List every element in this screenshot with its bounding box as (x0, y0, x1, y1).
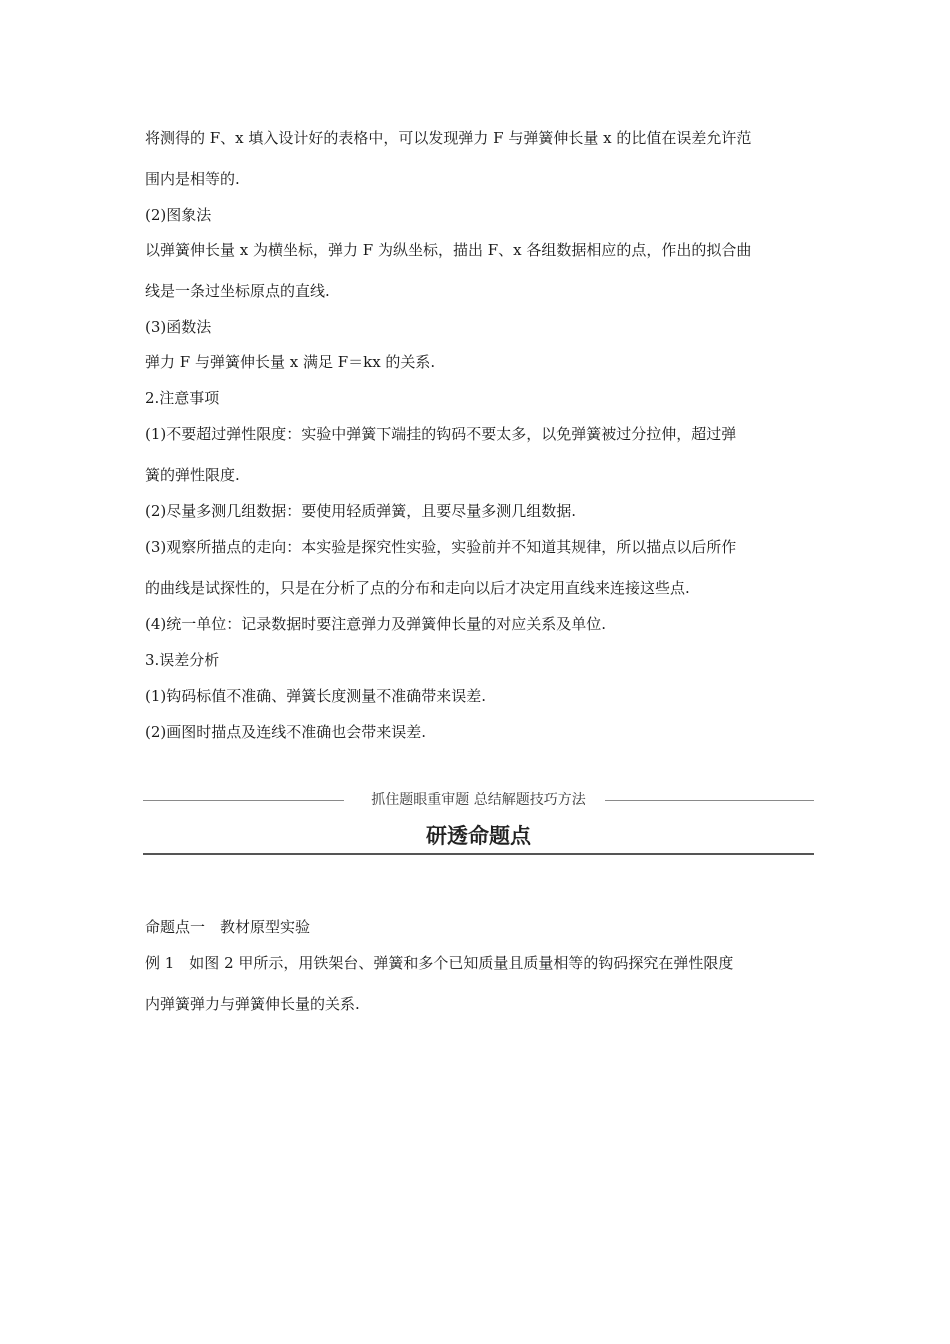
text-line: 3.误差分析 (145, 651, 220, 669)
section-divider (143, 790, 814, 810)
text-line: (2)尽量多测几组数据：要使用轻质弹簧，且要尽量多测几组数据. (145, 502, 577, 520)
example-line: 内弹簧弹力与弹簧伸长量的关系. (145, 995, 360, 1013)
text-line: (3)观察所描点的走向：本实验是探究性实验，实验前并不知道其规律，所以描点以后所作 (145, 538, 737, 556)
section-title: 研透命题点 (426, 824, 531, 848)
text-line: 2.注意事项 (145, 389, 220, 407)
text-line: (3)函数法 (145, 318, 212, 336)
subsection-title: 命题点一 教材原型实验 (145, 918, 311, 936)
divider-rule-right (605, 800, 814, 801)
text-line: 以弹簧伸长量 x 为横坐标，弹力 F 为纵坐标，描出 F、x 各组数据相应的点，作出的拟合曲 (145, 241, 752, 259)
text-line: 将测得的 F、x 填入设计好的表格中，可以发现弹力 F 与弹簧伸长量 x 的比值在误差允许范 (145, 129, 752, 147)
example-line: 例 1 如图 2 甲所示，用铁架台、弹簧和多个已知质量且质量相等的钩码探究在弹性限度 (145, 954, 734, 972)
text-line: (2)画图时描点及连线不准确也会带来误差. (145, 723, 427, 741)
text-line: 围内是相等的. (145, 170, 240, 188)
text-line: 弹力 F 与弹簧伸长量 x 满足 F＝kx 的关系. (145, 353, 436, 371)
text-line: (4)统一单位：记录数据时要注意弹力及弹簧伸长量的对应关系及单位. (145, 615, 607, 633)
section-caption: 抓住题眼重审题 总结解题技巧方法 (371, 792, 586, 808)
text-line: 簧的弹性限度. (145, 466, 240, 484)
text-line: (1)不要超过弹性限度：实验中弹簧下端挂的钩码不要太多，以免弹簧被过分拉伸，超过弹 (145, 425, 737, 443)
text-line: 的曲线是试探性的，只是在分析了点的分布和走向以后才决定用直线来连接这些点. (145, 579, 690, 597)
section-title-underline (143, 853, 814, 855)
text-line: (2)图象法 (145, 206, 212, 224)
text-line: (1)钩码标值不准确、弹簧长度测量不准确带来误差. (145, 687, 487, 705)
text-line: 线是一条过坐标原点的直线. (145, 282, 330, 300)
